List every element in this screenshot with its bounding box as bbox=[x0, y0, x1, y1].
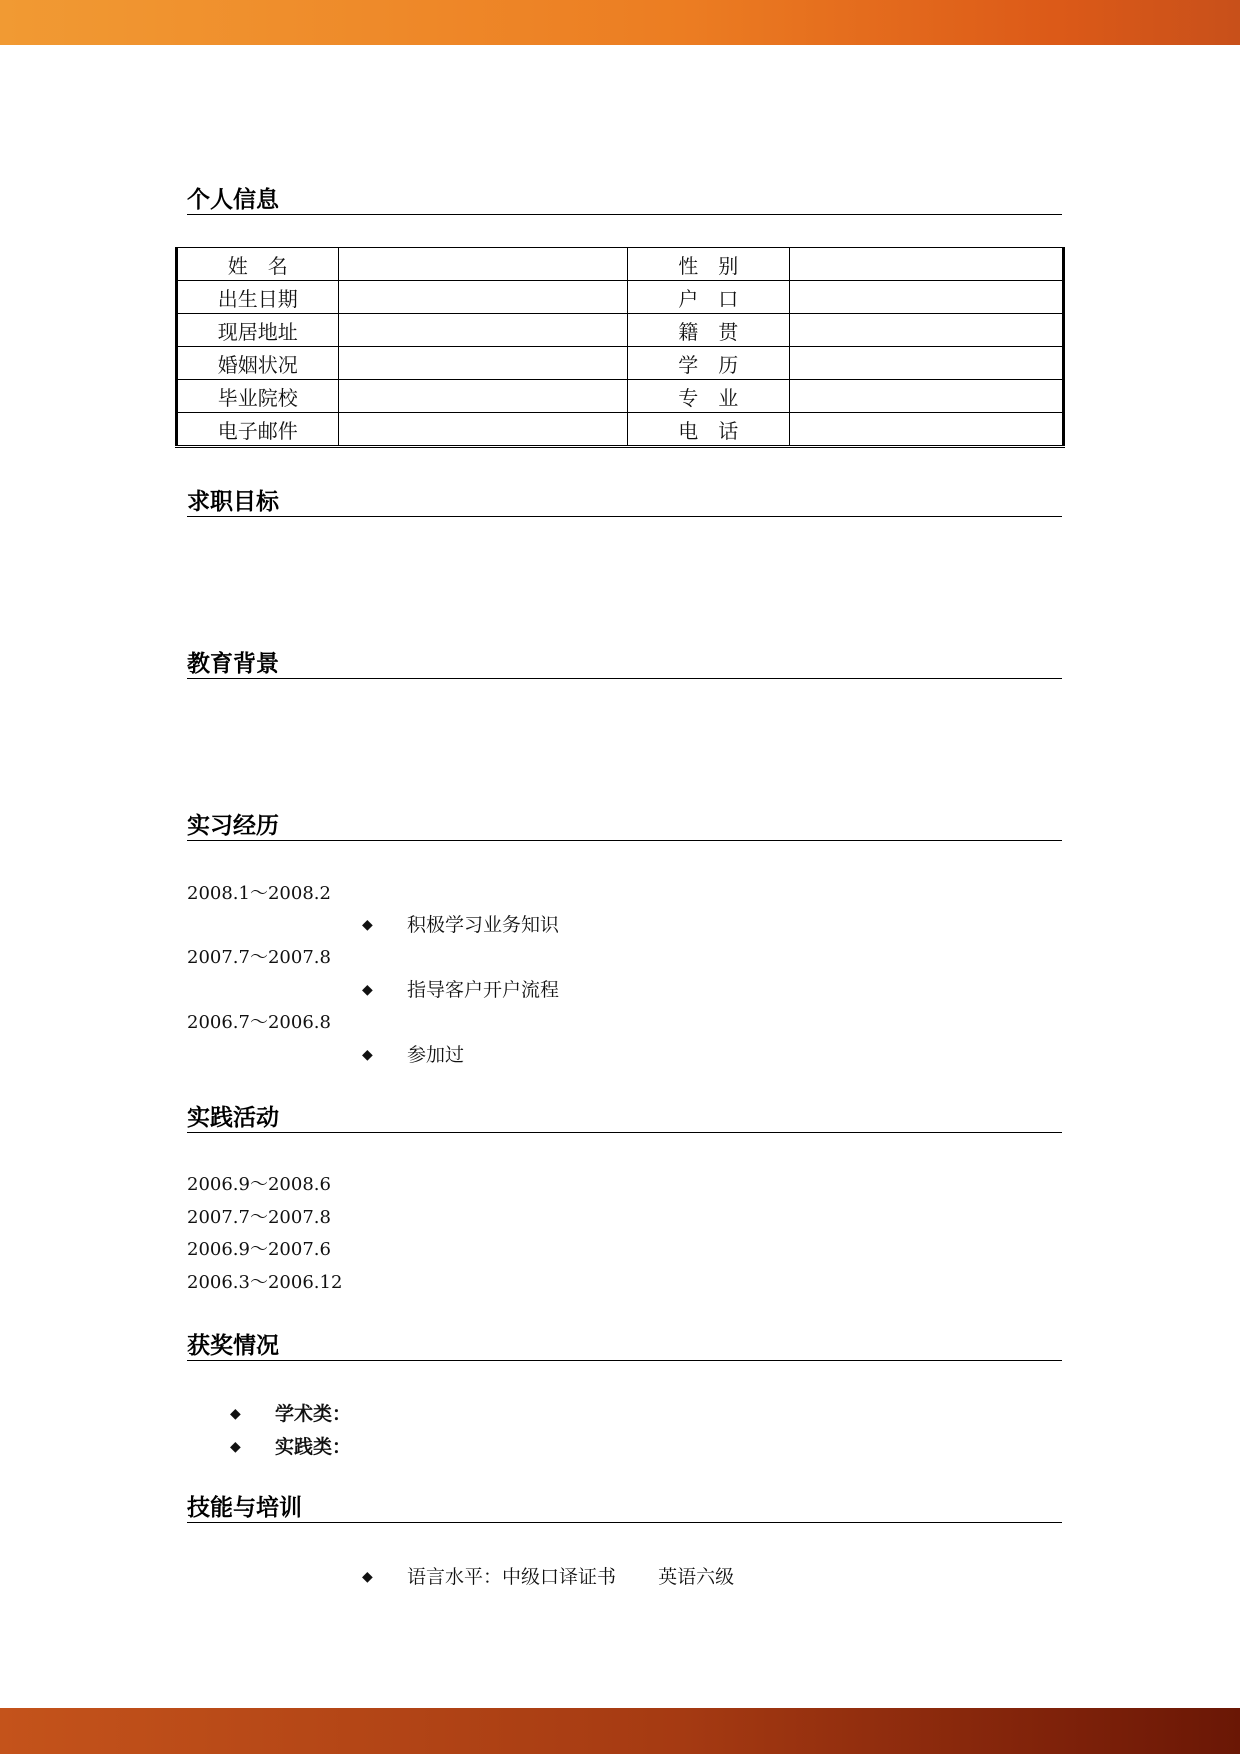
field-value-cell[interactable] bbox=[790, 281, 1064, 314]
section-title: 技能与培训 bbox=[187, 1495, 302, 1521]
list-item bbox=[230, 1434, 352, 1460]
table-row bbox=[177, 413, 1064, 447]
field-value-cell[interactable] bbox=[790, 380, 1064, 413]
top-decorative-band bbox=[0, 0, 1240, 45]
field-label: 籍 贯 bbox=[627, 314, 790, 347]
section-practice bbox=[187, 1098, 1062, 1133]
section-awards bbox=[187, 1326, 1062, 1361]
field-value-cell[interactable] bbox=[338, 380, 627, 413]
internship-date: 2006.7～2006.8 bbox=[187, 1012, 331, 1033]
list-item bbox=[362, 977, 560, 1003]
skill-english: 英语六级 bbox=[658, 1566, 735, 1588]
list-item bbox=[362, 1042, 465, 1068]
practice-date: 2006.3～2006.12 bbox=[187, 1272, 343, 1293]
diamond-bullet-icon: ◆ bbox=[362, 917, 373, 933]
field-value-cell[interactable] bbox=[338, 314, 627, 347]
field-value-cell[interactable] bbox=[790, 413, 1064, 447]
field-label: 专 业 bbox=[627, 380, 790, 413]
table-row bbox=[177, 248, 1064, 281]
field-label: 户 口 bbox=[627, 281, 790, 314]
diamond-bullet-icon: ◆ bbox=[362, 982, 373, 998]
bottom-decorative-band bbox=[0, 1708, 1240, 1754]
internship-item: 参加过 bbox=[407, 1044, 465, 1066]
award-category: 学术类： bbox=[275, 1403, 352, 1425]
diamond-bullet-icon: ◆ bbox=[230, 1439, 241, 1455]
internship-item: 指导客户开户流程 bbox=[407, 979, 560, 1001]
field-label: 电 话 bbox=[627, 413, 790, 447]
diamond-bullet-icon: ◆ bbox=[362, 1569, 373, 1585]
field-label: 出生日期 bbox=[177, 281, 339, 314]
field-value-cell[interactable] bbox=[790, 248, 1064, 281]
field-value-cell[interactable] bbox=[790, 347, 1064, 380]
section-personal-info bbox=[187, 180, 1062, 215]
field-label: 现居地址 bbox=[177, 314, 339, 347]
field-label: 婚姻状况 bbox=[177, 347, 339, 380]
practice-date: 2006.9～2007.6 bbox=[187, 1239, 331, 1260]
table-row bbox=[177, 314, 1064, 347]
list-item bbox=[362, 1564, 735, 1590]
field-value-cell[interactable] bbox=[790, 314, 1064, 347]
section-skills bbox=[187, 1488, 1062, 1523]
section-title: 教育背景 bbox=[187, 651, 279, 677]
list-item bbox=[230, 1401, 352, 1427]
diamond-bullet-icon: ◆ bbox=[230, 1406, 241, 1422]
field-value-cell[interactable] bbox=[338, 347, 627, 380]
skill-language: 语言水平：中级口译证书 bbox=[407, 1566, 617, 1588]
field-label: 电子邮件 bbox=[177, 413, 339, 447]
section-objective bbox=[187, 482, 1062, 517]
table-row bbox=[177, 347, 1064, 380]
section-internship bbox=[187, 806, 1062, 841]
table-row bbox=[177, 380, 1064, 413]
list-item bbox=[362, 912, 560, 938]
award-category: 实践类： bbox=[275, 1436, 352, 1458]
section-title: 求职目标 bbox=[187, 489, 279, 515]
field-value-cell[interactable] bbox=[338, 413, 627, 447]
practice-date: 2007.7～2007.8 bbox=[187, 1207, 331, 1228]
field-value-cell[interactable] bbox=[338, 281, 627, 314]
field-value-cell[interactable] bbox=[338, 248, 627, 281]
field-label: 姓 名 bbox=[177, 248, 339, 281]
section-title: 个人信息 bbox=[187, 187, 279, 213]
internship-item: 积极学习业务知识 bbox=[407, 914, 560, 936]
internship-date: 2007.7～2007.8 bbox=[187, 947, 331, 968]
section-title: 获奖情况 bbox=[187, 1333, 279, 1359]
personal-info-table bbox=[175, 247, 1065, 448]
field-label: 学 历 bbox=[627, 347, 790, 380]
practice-date: 2006.9～2008.6 bbox=[187, 1174, 331, 1195]
section-education bbox=[187, 644, 1062, 679]
field-label: 毕业院校 bbox=[177, 380, 339, 413]
field-label: 性 别 bbox=[627, 248, 790, 281]
section-title: 实习经历 bbox=[187, 813, 279, 839]
table-row bbox=[177, 281, 1064, 314]
section-title: 实践活动 bbox=[187, 1105, 279, 1131]
internship-date: 2008.1～2008.2 bbox=[187, 883, 331, 904]
diamond-bullet-icon: ◆ bbox=[362, 1047, 373, 1063]
